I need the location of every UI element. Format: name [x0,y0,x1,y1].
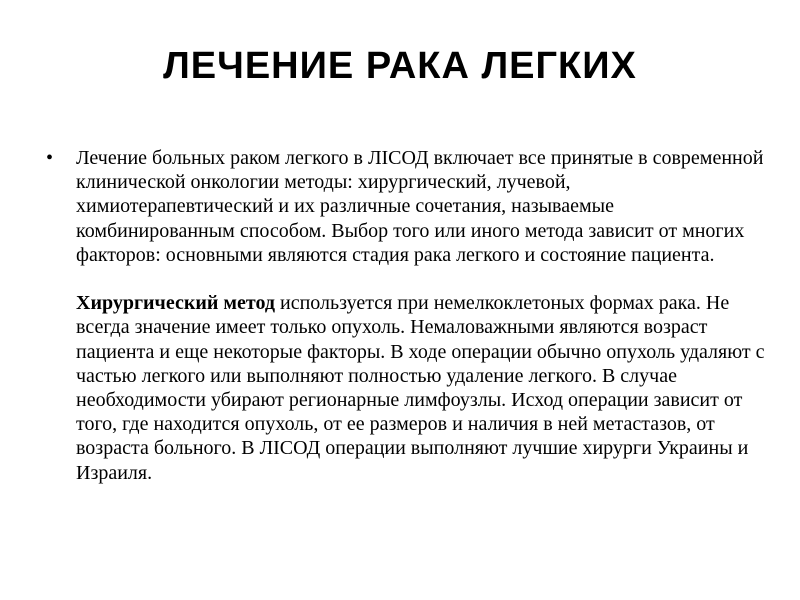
surgical-method-heading: Хирургический метод [76,292,276,315]
surgical-method-text: используется при немелкоклетоных формах рака. Не всегда значение имеет только опухоль. Немаловажными являются возраст пациента и еще некоторые факторы. В ходе операции обычно опухоль удаляют с частью легкого или выполняют полностью удаление легкого. В случае необходимости убирают регионарные лимфоузлы. Исход операции зависит от того, где находится опухоль, от ее размеров и наличия в ней метастазов, от возраста больного. В ЛІСОД операции выполняют лучшие хирурги Украины и Израиля. [76,292,765,484]
bullet-item [46,146,766,485]
bullet-text [76,146,766,485]
intro-paragraph: Лечение больных раком легкого в ЛІСОД включает все принятые в современной клинической онкологии методы: хирургический, лучевой, химиотерапевтический и их различные сочетания, называемые комбинированным способом. Выбор того или иного метода зависит от многих факторов: основными являются стадия рака легкого и состояние пациента. [76,147,764,266]
paragraph-spacer [76,267,766,291]
slide-content [46,146,766,485]
bullet-icon: • [46,147,54,169]
slide-title: ЛЕЧЕНИЕ РАКА ЛЕГКИХ [163,45,637,87]
surgical-method-paragraph [76,291,766,485]
